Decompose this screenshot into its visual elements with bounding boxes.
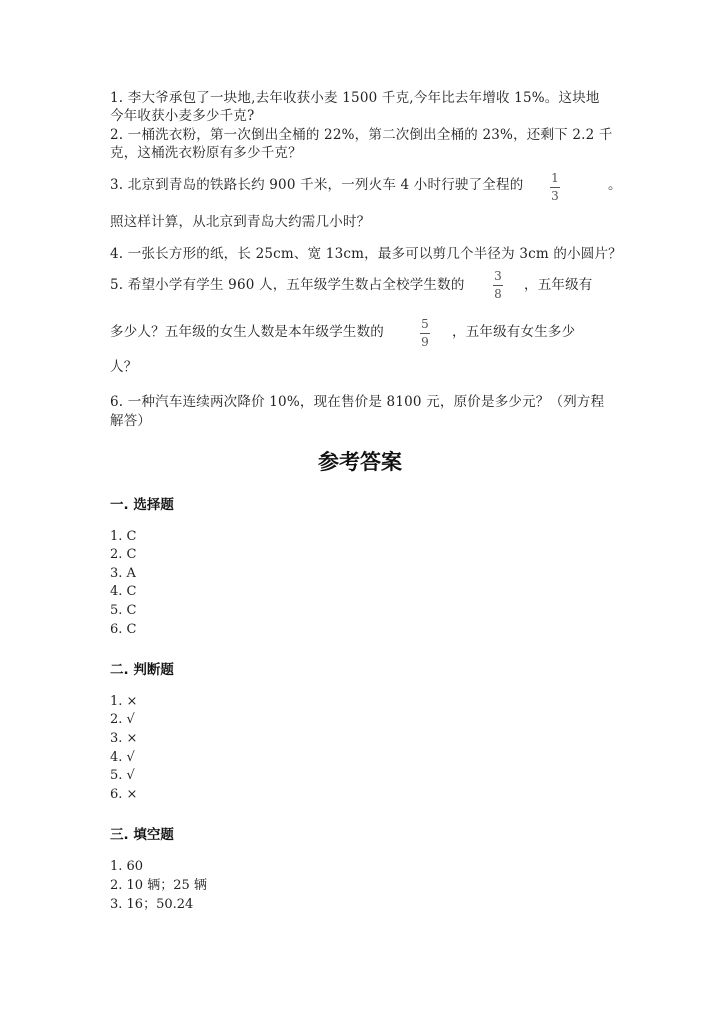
- question-5-line-1: 5. 希望小学有学生 960 人，五年级学生数占全校学生数的: [110, 277, 465, 293]
- question-6-line-1: 6. 一种汽车连续两次降价 10%，现在售价是 8100 元，原价是多少元？（列方程: [110, 394, 605, 410]
- question-3-line-2: 照这样计算，从北京到青岛大约需几小时？: [110, 214, 371, 230]
- choice-answer-3: 3. A: [110, 566, 136, 581]
- fraction-three-eighths: [493, 270, 503, 301]
- question-5-line-2: 多少人？五年级的女生人数是本年级学生数的: [110, 324, 384, 340]
- question-5-line-1-end: ，五年级有: [524, 277, 593, 293]
- question-2-line-2: 克，这桶洗衣粉原有多少千克？: [110, 145, 302, 161]
- question-6-line-2: 解答）: [110, 413, 152, 429]
- choice-answer-5: 5. C: [110, 603, 137, 618]
- fill-answer-2: 2. 10 辆；25 辆: [110, 878, 207, 893]
- fraction-denominator: 8: [494, 287, 502, 301]
- fill-answer-1: 1. 60: [110, 859, 144, 874]
- fraction-bar: [550, 187, 560, 188]
- fraction-bar: [420, 333, 430, 334]
- choice-answer-2: 2. C: [110, 547, 137, 562]
- section-fill-heading: 三. 填空题: [110, 827, 174, 843]
- fraction-five-ninths: [420, 318, 430, 349]
- fill-answer-3: 3. 16；50.24: [110, 897, 194, 912]
- judge-answer-6: 6. ×: [110, 787, 138, 802]
- question-1-line-2: 今年收获小麦多少千克?: [110, 108, 255, 124]
- question-2-line-1: 2. 一桶洗衣粉，第一次倒出全桶的 22%，第二次倒出全桶的 23%，还剩下 2.2 千: [110, 127, 613, 143]
- choice-answer-6: 6. C: [110, 622, 137, 637]
- fraction-one-third: [550, 172, 560, 203]
- judge-answer-5: 5. √: [110, 768, 135, 783]
- fraction-denominator: 9: [421, 335, 429, 349]
- question-5-line-2-end: ，五年级有女生多少: [452, 324, 576, 340]
- fraction-numerator: 5: [421, 317, 429, 331]
- choice-answer-4: 4. C: [110, 584, 137, 599]
- question-3-period: 。: [608, 177, 622, 193]
- judge-answer-1: 1. ×: [110, 694, 138, 709]
- answers-title: 参考答案: [318, 450, 402, 474]
- fraction-bar: [493, 285, 503, 286]
- question-5-line-3: 人？: [110, 359, 138, 375]
- judge-answer-2: 2. √: [110, 712, 135, 727]
- judge-answer-4: 4. √: [110, 750, 135, 765]
- choice-answer-1: 1. C: [110, 529, 137, 544]
- question-4-line-1: 4. 一张长方形的纸，长 25cm、宽 13cm，最多可以剪几个半径为 3cm 的小圆片？: [110, 246, 622, 262]
- fraction-numerator: 3: [494, 269, 502, 283]
- question-1-line-1: 1. 李大爷承包了一块地,去年收获小麦 1500 千克,今年比去年增收 15%。这块地: [110, 90, 600, 106]
- question-3-line-1: 3. 北京到青岛的铁路长约 900 千米，一列火车 4 小时行驶了全程的: [110, 177, 524, 193]
- fraction-numerator: 1: [551, 171, 559, 185]
- section-judge-heading: 二. 判断题: [110, 662, 174, 678]
- section-choice-heading: 一. 选择题: [110, 497, 174, 513]
- judge-answer-3: 3. ×: [110, 731, 138, 746]
- fraction-denominator: 3: [551, 189, 559, 203]
